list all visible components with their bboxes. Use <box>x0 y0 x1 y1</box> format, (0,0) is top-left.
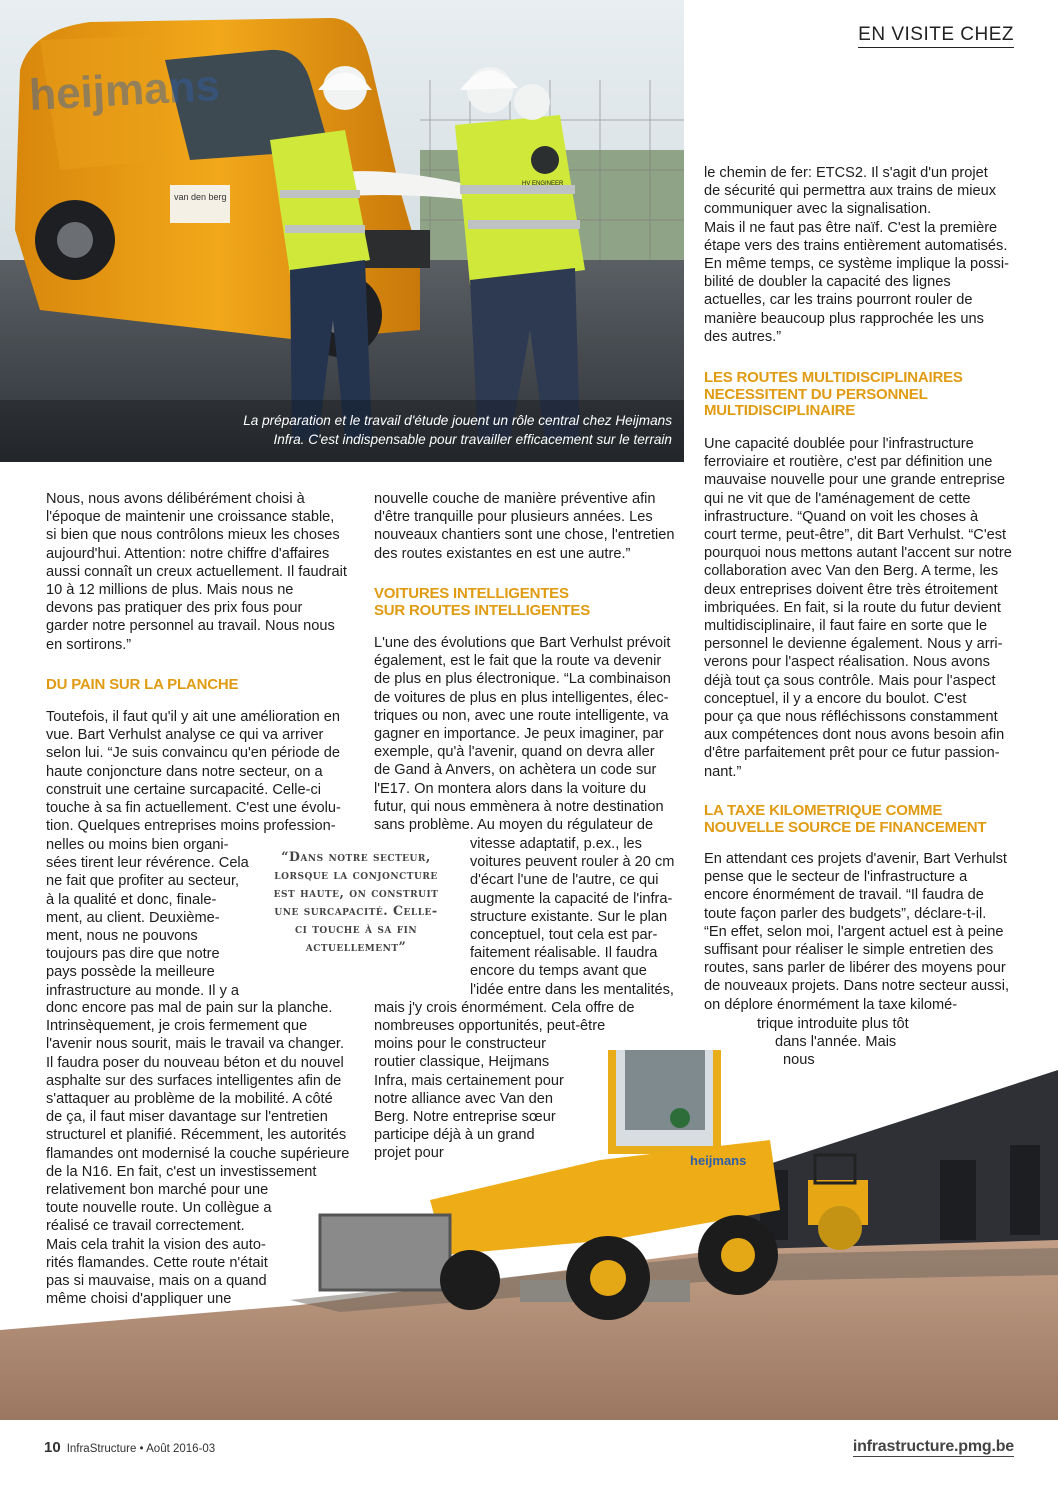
text-line: Berg. Notre entreprise sœur <box>374 1109 556 1126</box>
text-line: nous <box>783 1052 815 1069</box>
text-line: Il faudra poser du nouveau béton et du nouvel <box>46 1054 344 1071</box>
text-line: à la qualité et donc, finale- <box>46 891 217 908</box>
text-line: aussi connaît un creux actuellement. Il faudrait <box>46 563 347 580</box>
text-line: on déplore énormément la taxe kilomé- <box>704 996 958 1013</box>
col3-body3 <box>757 1015 977 1070</box>
text-line: mauvaise nouvelle pour une grande entreprise <box>704 472 1005 489</box>
text-line: suffisant pour réaliser le simple entretien des <box>704 942 994 959</box>
col1-body-b <box>46 836 256 1000</box>
text-line: communiquer avec la signalisation. <box>704 201 932 218</box>
caption-line: La préparation et le travail d'étude jouent un rôle central chez Heijmans <box>243 413 672 428</box>
text-line: de sécurité qui permettra aux trains de mieux <box>704 183 997 200</box>
text-line: 10 à 12 millions de plus. Mais nous ne <box>46 582 294 599</box>
text-line: pense que le secteur de l'infrastructure a <box>704 869 968 886</box>
text-line: garder notre personnel au travail. Nous nous <box>46 618 335 635</box>
text-line: conceptuel, il y a encore du boulot. C'est <box>704 690 967 707</box>
footer-publication <box>44 1439 215 1456</box>
text-line: dans l'année. Mais <box>775 1034 897 1051</box>
caption-line: Infra. C'est indispensable pour travailler efficacement sur le terrain <box>273 431 672 447</box>
text-line: personnel le devienne également. Nous y arri- <box>704 636 1003 653</box>
text-line: sans problème. Au moyen du régulateur de <box>374 817 654 834</box>
text-line: notre alliance avec Van den <box>374 1090 554 1107</box>
heading-routes-multidisciplinaires <box>704 370 1016 420</box>
photo-workers-van <box>0 0 684 462</box>
van-brand-text: heijmans <box>27 61 222 120</box>
text-line: d'être parfaitement prêt pour ce futur passion- <box>704 745 1000 762</box>
heading-line: LES ROUTES MULTIDISCIPLINAIRES <box>704 369 963 386</box>
text-line: des routes existantes en est une autre.” <box>374 545 631 562</box>
text-line: routier classique, Heijmans <box>374 1054 550 1071</box>
website-link[interactable]: infrastructure.pmg.be <box>852 1438 1014 1455</box>
text-line: nouveaux chantiers sont une chose, l'entretien <box>374 527 675 544</box>
text-line: sées tirent leur révérence. Cela <box>46 855 249 872</box>
text-line: infrastructure. “Quand on voit les choses à <box>704 508 979 525</box>
text-line: de la N16. En fait, c'est un investissement <box>46 1163 317 1180</box>
text-line: Toutefois, il faut qu'il y ait une amélioration en <box>46 709 341 725</box>
text-line: Une capacité doublée pour l'infrastructure <box>704 436 974 452</box>
text-line: mais j'y crois énormément. Cela offre de <box>374 1000 635 1016</box>
text-line: actuelles, car les trains pourront rouler de <box>704 292 973 309</box>
text-line: de Gand à Anvers, on achètera un code sur <box>374 762 657 779</box>
text-line: multidisciplinaire, il faut faire en sorte que le <box>704 618 988 635</box>
col1-intro <box>46 490 353 654</box>
section-header: EN VISITE CHEZ <box>858 24 1014 48</box>
text-line: augmente la capacité de l'infra- <box>470 890 673 907</box>
text-line: verons pour l'aspect réalisation. Nous avons <box>704 654 990 671</box>
col2-body-b <box>470 835 686 999</box>
text-line: En même temps, ce système implique la possi- <box>704 256 1009 273</box>
text-line: aux compétences dont nous avons besoin afin <box>704 727 1005 744</box>
col1-body-c <box>46 999 353 1181</box>
text-line: nelles ou moins bien organi- <box>46 837 229 853</box>
text-line: En attendant ces projets d'avenir, Bart Verhulst <box>704 851 1007 867</box>
heading-line: NECESSITENT DU PERSONNEL <box>704 385 928 403</box>
text-line: moins pour le constructeur <box>374 1036 546 1053</box>
text-line: Infra, mais certainement pour <box>374 1072 564 1089</box>
page-number: 10 <box>44 1439 61 1456</box>
text-line: de voitures de plus en plus intelligentes, élec- <box>374 689 669 706</box>
text-line: infrastructure au monde. Il y a <box>46 982 240 999</box>
text-line: ne fait que profiter au secteur, <box>46 873 240 890</box>
col3-body2 <box>704 850 1016 1014</box>
text-line: triques ou non, avec une route intelligente, va <box>374 707 669 724</box>
text-line: ment, nous ne pouvons <box>46 928 198 945</box>
text-line: rités flamandes. Cette route n'était <box>46 1254 268 1271</box>
photo-workers-van-illustration <box>0 0 684 462</box>
text-line: d'écart l'une de l'autre, ce qui <box>470 872 659 889</box>
quote-line: une surcapacité. Celle- <box>274 903 438 918</box>
text-line: de plus en plus électronique. “La combinaison <box>374 671 671 688</box>
heading-line: VOITURES INTELLIGENTES <box>374 585 569 602</box>
text-line: haute conjoncture dans notre secteur, on a <box>46 763 323 780</box>
text-line: faitement réalisable. Il faudra <box>470 945 658 962</box>
text-line: d'être tranquille pour plusieurs années. Les <box>374 509 653 526</box>
publication-info: InfraStructure • Août 2016-03 <box>66 1443 216 1455</box>
heading-line: SUR ROUTES INTELLIGENTES <box>374 601 591 619</box>
text-line: même choisi d'appliquer une <box>46 1291 232 1308</box>
text-line: s'attaquer au problème de la mobilité. A côté <box>46 1091 333 1108</box>
text-line: vitesse adaptatif, p.ex., les <box>470 836 642 852</box>
text-line: l'avenir nous sourit, mais le travail va changer. <box>46 1036 345 1053</box>
text-line: vue. Bart Verhulst analyse ce qui va arriver <box>46 727 324 744</box>
text-line: structurel et planifié. Récemment, les autorités <box>46 1127 347 1144</box>
text-line: toute nouvelle route. Un collègue a <box>46 1200 272 1217</box>
grader-brand-text: heijmans <box>690 1153 747 1168</box>
text-line: “En effet, selon moi, l'argent actuel est à peine <box>704 923 1004 940</box>
text-line: des autres.” <box>704 328 782 345</box>
van-sticker-text: van den berg <box>174 192 227 202</box>
heading-du-pain: DU PAIN SUR LA PLANCHE <box>46 676 239 693</box>
quote-line: “Dans notre secteur, <box>281 849 431 864</box>
text-line: futur, qui nous emmènera à notre destination <box>374 798 664 815</box>
col2-intro <box>374 490 686 563</box>
text-line: le chemin de fer: ETCS2. Il s'agit d'un projet <box>704 165 988 181</box>
text-line: en sortirons.” <box>46 636 132 653</box>
text-line: imbriquées. En fait, si la route du futur devient <box>704 599 1001 616</box>
text-line: asphalte sur des surfaces intelligentes afin de <box>46 1072 342 1089</box>
text-line: l'idée entre dans les mentalités, <box>470 981 674 998</box>
text-line: Nous, nous avons délibérément choisi à <box>46 491 305 507</box>
text-line: devons pas pratiquer des prix fous pour <box>46 600 303 617</box>
text-line: tion. Quelques entreprises moins profession- <box>46 818 336 835</box>
text-line: déjà tout ça sous contrôle. Mais pour l'aspect <box>704 672 996 689</box>
text-line: relativement bon marché pour une <box>46 1182 269 1198</box>
text-line: encore énormément de travail. “Il faudra de <box>704 887 984 904</box>
text-line: trique introduite plus tôt <box>757 1016 909 1032</box>
text-line: étape vers des trains entièrement automatisés. <box>704 237 1008 254</box>
text-line: manière beaucoup plus rapprochée les uns <box>704 310 984 327</box>
text-line: toute façon parler des budgets”, déclare-t-il. <box>704 905 987 922</box>
quote-line: actuellement” <box>305 939 407 954</box>
text-line: réalisé ce travail correctement. <box>46 1218 245 1235</box>
text-line: de ça, il faut miser davantage sur l'entretien <box>46 1109 328 1126</box>
text-line: gagner en importance. Je peux imaginer, par <box>374 726 664 743</box>
text-line: aujourd'hui. Attention: notre chiffre d'affaires <box>46 545 330 562</box>
heading-taxe-kilometrique <box>704 803 1016 836</box>
text-line: si bien que nous contrôlons mieux les choses <box>46 527 340 544</box>
text-line: pas si mauvaise, mais on a quand <box>46 1273 267 1290</box>
col3-body1 <box>704 435 1016 781</box>
text-line: structure existante. Sur le plan <box>470 908 668 925</box>
col2-body-d <box>374 1017 606 1163</box>
col3-intro <box>704 164 1016 346</box>
text-line: également, est le fait que la route va devenir <box>374 653 662 670</box>
vest-text: HV ENGINEER <box>522 181 564 187</box>
text-line: qui ne vit que de l'aménagement de cette <box>704 490 971 507</box>
text-line: routes, sans parler de libérer des moyens pour <box>704 960 1006 977</box>
text-line: selon lui. “Je suis convaincu qu'en période de <box>46 745 341 762</box>
text-line: collaboration avec Van den Berg. A terme, les <box>704 563 999 580</box>
text-line: ferroviaire et routière, c'est par définition une <box>704 454 993 471</box>
text-line: encore du temps avant que <box>470 963 647 980</box>
heading-line: NOUVELLE SOURCE DE FINANCEMENT <box>704 818 987 836</box>
photo-caption <box>202 412 672 449</box>
heading-voitures-intelligentes <box>374 586 684 619</box>
col1-body-a <box>46 708 353 835</box>
quote-line: lorsque la conjoncture <box>274 867 438 882</box>
text-line: court terme, peut-être”, dit Bart Verhulst. “C'est <box>704 527 1007 544</box>
quote-line: ci touche à sa fin <box>294 921 418 936</box>
text-line: toujours pas dire que notre <box>46 946 220 963</box>
text-line: participe déjà à un grand <box>374 1127 535 1144</box>
text-line: flamandes ont modernisé la couche supérieure <box>46 1145 350 1162</box>
text-line: exemple, qu'à l'avenir, quand on devra aller <box>374 744 655 761</box>
text-line: Mais il ne faut pas être naïf. C'est la première <box>704 219 998 236</box>
col2-body-c <box>374 999 686 1017</box>
text-line: pays possède la meilleure <box>46 964 215 981</box>
text-line: deux entreprises doivent être très étroitement <box>704 581 998 598</box>
text-line: touche à sa fin actuellement. C'est une évolu- <box>46 800 341 817</box>
heading-line: LA TAXE KILOMETRIQUE COMME <box>704 802 943 819</box>
text-line: L'une des évolutions que Bart Verhulst prévoit <box>374 635 671 651</box>
text-line: bilité de doubler la capacité des lignes <box>704 274 951 291</box>
text-line: Mais cela trahit la vision des auto- <box>46 1236 266 1253</box>
text-line: construit une certaine surcapacité. Celle-ci <box>46 781 321 798</box>
text-line: de nouveaux projets. Dans notre secteur aussi, <box>704 978 1010 995</box>
col2-body-a <box>374 634 686 834</box>
text-line: Intrinsèquement, je crois fermement que <box>46 1018 308 1035</box>
text-line: voitures peuvent rouler à 20 cm <box>470 854 675 871</box>
heading-line: MULTIDISCIPLINAIRE <box>704 402 856 419</box>
text-line: nouvelle couche de manière préventive afin <box>374 491 656 507</box>
text-line: nombreuses opportunités, peut-être <box>374 1018 606 1034</box>
text-line: donc encore pas mal de pain sur la planche. <box>46 1000 333 1016</box>
pull-quote <box>256 848 456 956</box>
text-line: ment, au client. Deuxième- <box>46 909 220 926</box>
text-line: pourquoi nous mettons autant l'accent sur notre <box>704 545 1012 562</box>
col1-body-d <box>46 1181 286 1308</box>
text-line: l'époque de maintenir une croissance stable, <box>46 509 335 526</box>
text-line: projet pour <box>374 1145 444 1162</box>
text-line: conceptuel, tout cela est par- <box>470 927 658 944</box>
quote-line: est haute, on construit <box>273 885 439 900</box>
text-line: pour ça que nous réfléchissons constamment <box>704 709 998 726</box>
text-line: l'E17. On montera alors dans la voiture du <box>374 780 647 797</box>
text-line: nant.” <box>704 763 742 780</box>
